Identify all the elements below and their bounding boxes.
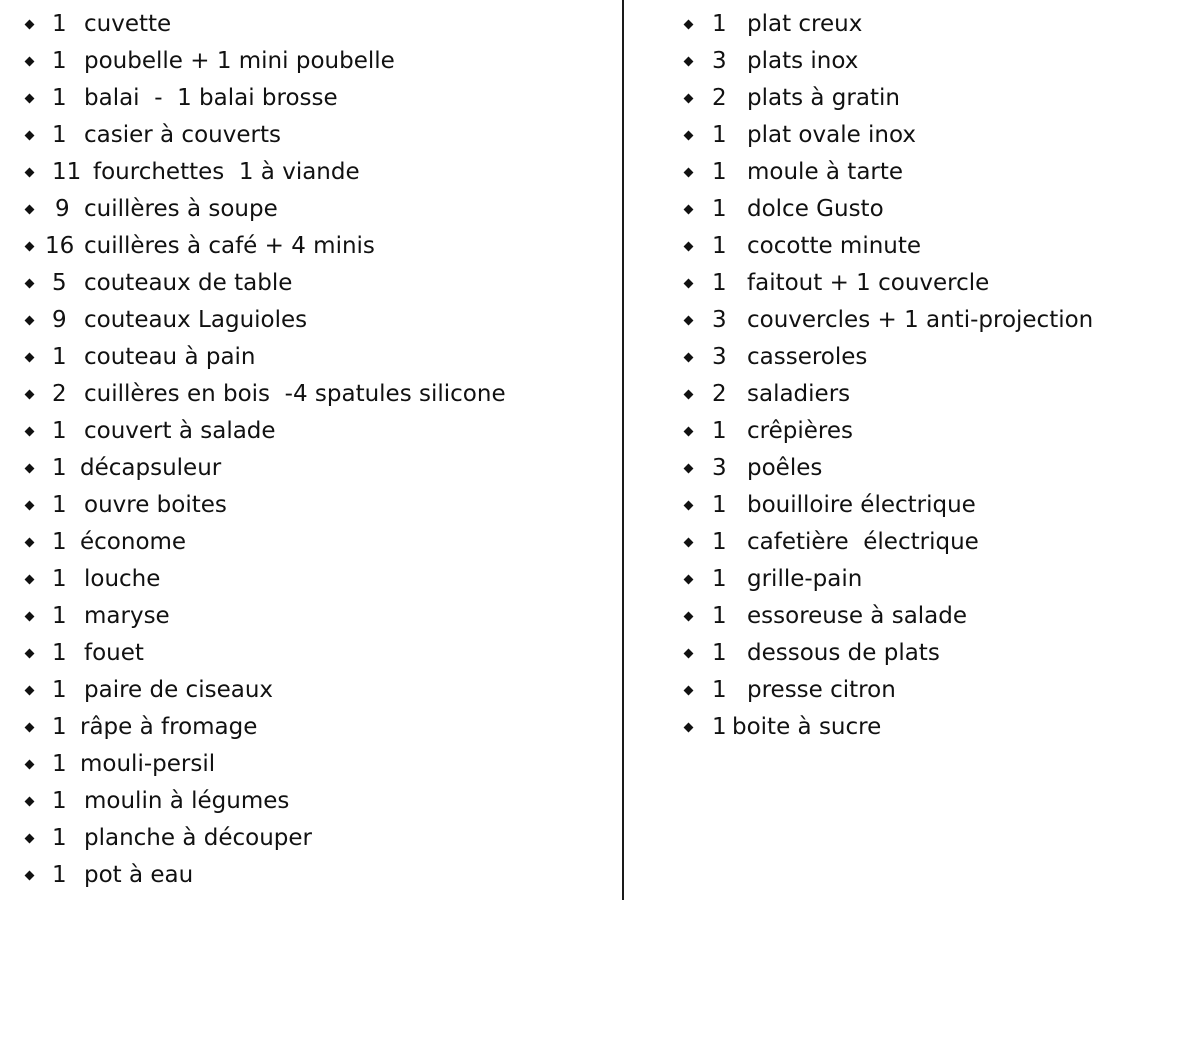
item-quantity: 1 (52, 566, 67, 592)
list-item (0, 857, 620, 894)
diamond-bullet-icon (685, 413, 695, 450)
diamond-bullet-icon (685, 265, 695, 302)
item-label: mouli-persil (80, 751, 216, 777)
diamond-bullet-icon (685, 228, 695, 265)
list-item (626, 43, 1200, 80)
list-item (626, 672, 1200, 709)
diamond-bullet-icon (26, 524, 36, 561)
item-label: plat ovale inox (747, 122, 916, 148)
list-item (0, 783, 620, 820)
item-quantity: 1 (52, 825, 67, 851)
item-label: couteau à pain (84, 344, 256, 370)
list-item (0, 598, 620, 635)
item-quantity: 1 (712, 122, 727, 148)
item-label: plats inox (747, 48, 859, 74)
item-label: cafetière électrique (747, 529, 979, 555)
list-item (626, 524, 1200, 561)
list-item (626, 154, 1200, 191)
diamond-bullet-icon (26, 376, 36, 413)
item-quantity: 1 (712, 418, 727, 444)
diamond-bullet-icon (685, 635, 695, 672)
item-label: pot à eau (84, 862, 194, 888)
item-quantity: 1 (52, 122, 67, 148)
item-quantity: 1 (52, 788, 67, 814)
list-item (0, 339, 620, 376)
item-quantity: 1 (52, 11, 67, 37)
diamond-bullet-icon (26, 709, 36, 746)
item-label: plat creux (747, 11, 863, 37)
list-item (0, 672, 620, 709)
item-label: cuillères en bois -4 spatules silicone (84, 381, 506, 407)
item-quantity: 1 (712, 566, 727, 592)
list-item (626, 339, 1200, 376)
item-quantity: 1 (52, 492, 67, 518)
list-item (0, 265, 620, 302)
item-quantity: 1 (712, 714, 727, 740)
item-quantity: 1 (52, 418, 67, 444)
item-quantity: 3 (712, 48, 727, 74)
item-label: fourchettes 1 à viande (93, 159, 360, 185)
diamond-bullet-icon (685, 43, 695, 80)
diamond-bullet-icon (685, 80, 695, 117)
list-item (0, 191, 620, 228)
list-item (0, 635, 620, 672)
list-item (626, 561, 1200, 598)
diamond-bullet-icon (26, 6, 36, 43)
item-label: couvert à salade (84, 418, 276, 444)
list-item (0, 524, 620, 561)
item-label: décapsuleur (80, 455, 222, 481)
item-quantity: 16 (45, 233, 75, 259)
list-item (626, 80, 1200, 117)
list-item (626, 302, 1200, 339)
list-item (0, 561, 620, 598)
item-quantity: 3 (712, 307, 727, 333)
diamond-bullet-icon (26, 302, 36, 339)
item-quantity: 9 (55, 196, 70, 222)
list-item (626, 265, 1200, 302)
list-item (626, 635, 1200, 672)
diamond-bullet-icon (26, 80, 36, 117)
item-quantity: 1 (712, 529, 727, 555)
list-item (626, 376, 1200, 413)
diamond-bullet-icon (26, 783, 36, 820)
item-quantity: 1 (52, 714, 67, 740)
item-label: économe (80, 529, 187, 555)
item-label: boite à sucre (732, 714, 882, 740)
item-quantity: 1 (712, 270, 727, 296)
diamond-bullet-icon (26, 339, 36, 376)
item-quantity: 1 (52, 677, 67, 703)
list-item (626, 450, 1200, 487)
list-item (626, 117, 1200, 154)
item-quantity: 1 (52, 48, 67, 74)
diamond-bullet-icon (26, 820, 36, 857)
column-divider (622, 0, 624, 900)
item-label: casier à couverts (84, 122, 281, 148)
item-quantity: 2 (712, 85, 727, 111)
item-label: presse citron (747, 677, 896, 703)
list-item (0, 228, 620, 265)
list-item (626, 6, 1200, 43)
list-item (0, 820, 620, 857)
diamond-bullet-icon (26, 117, 36, 154)
list-item (626, 228, 1200, 265)
item-quantity: 1 (712, 603, 727, 629)
item-label: faitout + 1 couvercle (747, 270, 990, 296)
item-label: maryse (84, 603, 170, 629)
item-quantity: 1 (712, 196, 727, 222)
list-item (0, 709, 620, 746)
item-label: bouilloire électrique (747, 492, 976, 518)
item-label: couteaux de table (84, 270, 293, 296)
item-quantity: 9 (52, 307, 67, 333)
diamond-bullet-icon (26, 191, 36, 228)
list-item (0, 413, 620, 450)
diamond-bullet-icon (685, 561, 695, 598)
diamond-bullet-icon (685, 376, 695, 413)
diamond-bullet-icon (26, 672, 36, 709)
item-label: plats à gratin (747, 85, 900, 111)
diamond-bullet-icon (26, 265, 36, 302)
item-quantity: 3 (712, 455, 727, 481)
item-label: grille-pain (747, 566, 863, 592)
item-label: planche à découper (84, 825, 313, 851)
diamond-bullet-icon (26, 598, 36, 635)
diamond-bullet-icon (685, 191, 695, 228)
list-item (0, 154, 620, 191)
list-item (0, 487, 620, 524)
item-label: dessous de plats (747, 640, 940, 666)
item-quantity: 11 (52, 159, 82, 185)
item-label: saladiers (747, 381, 851, 407)
item-label: crêpières (747, 418, 853, 444)
item-quantity: 1 (52, 455, 67, 481)
diamond-bullet-icon (26, 450, 36, 487)
item-label: cocotte minute (747, 233, 922, 259)
diamond-bullet-icon (685, 524, 695, 561)
item-quantity: 1 (712, 640, 727, 666)
item-quantity: 2 (712, 381, 727, 407)
item-quantity: 1 (712, 233, 727, 259)
item-label: moulin à légumes (84, 788, 290, 814)
item-quantity: 3 (712, 344, 727, 370)
diamond-bullet-icon (26, 228, 36, 265)
diamond-bullet-icon (26, 635, 36, 672)
item-label: couteaux Laguioles (84, 307, 308, 333)
item-label: couvercles + 1 anti-projection (747, 307, 1094, 333)
item-quantity: 1 (712, 677, 727, 703)
item-label: poubelle + 1 mini poubelle (84, 48, 395, 74)
diamond-bullet-icon (685, 339, 695, 376)
diamond-bullet-icon (26, 561, 36, 598)
item-quantity: 2 (52, 381, 67, 407)
diamond-bullet-icon (26, 487, 36, 524)
list-item (0, 302, 620, 339)
diamond-bullet-icon (26, 746, 36, 783)
diamond-bullet-icon (26, 43, 36, 80)
item-label: poêles (747, 455, 823, 481)
list-item (626, 487, 1200, 524)
item-label: ouvre boites (84, 492, 227, 518)
item-label: dolce Gusto (747, 196, 884, 222)
list-item (626, 413, 1200, 450)
diamond-bullet-icon (685, 302, 695, 339)
item-label: fouet (84, 640, 144, 666)
list-item (626, 709, 1200, 746)
list-item (626, 191, 1200, 228)
diamond-bullet-icon (685, 598, 695, 635)
item-quantity: 1 (52, 85, 67, 111)
item-label: cuvette (84, 11, 172, 37)
diamond-bullet-icon (685, 117, 695, 154)
item-label: cuillères à soupe (84, 196, 278, 222)
item-label: essoreuse à salade (747, 603, 968, 629)
diamond-bullet-icon (685, 487, 695, 524)
item-quantity: 5 (52, 270, 67, 296)
diamond-bullet-icon (685, 6, 695, 43)
item-quantity: 1 (52, 344, 67, 370)
item-label: râpe à fromage (80, 714, 258, 740)
diamond-bullet-icon (685, 672, 695, 709)
diamond-bullet-icon (685, 154, 695, 191)
diamond-bullet-icon (26, 857, 36, 894)
diamond-bullet-icon (26, 413, 36, 450)
item-label: louche (84, 566, 161, 592)
list-item (626, 598, 1200, 635)
diamond-bullet-icon (685, 709, 695, 746)
item-label: balai - 1 balai brosse (84, 85, 338, 111)
item-quantity: 1 (52, 640, 67, 666)
item-quantity: 1 (712, 159, 727, 185)
item-quantity: 1 (712, 11, 727, 37)
list-item (0, 376, 620, 413)
list-item (0, 6, 620, 43)
list-item (0, 117, 620, 154)
list-item (0, 746, 620, 783)
item-quantity: 1 (52, 751, 67, 777)
item-quantity: 1 (52, 862, 67, 888)
list-item (0, 80, 620, 117)
item-quantity: 1 (52, 603, 67, 629)
item-label: moule à tarte (747, 159, 904, 185)
list-item (0, 43, 620, 80)
list-item (0, 450, 620, 487)
item-label: paire de ciseaux (84, 677, 274, 703)
diamond-bullet-icon (685, 450, 695, 487)
item-label: casseroles (747, 344, 868, 370)
item-quantity: 1 (52, 529, 67, 555)
item-label: cuillères à café + 4 minis (84, 233, 375, 259)
item-quantity: 1 (712, 492, 727, 518)
diamond-bullet-icon (26, 154, 36, 191)
